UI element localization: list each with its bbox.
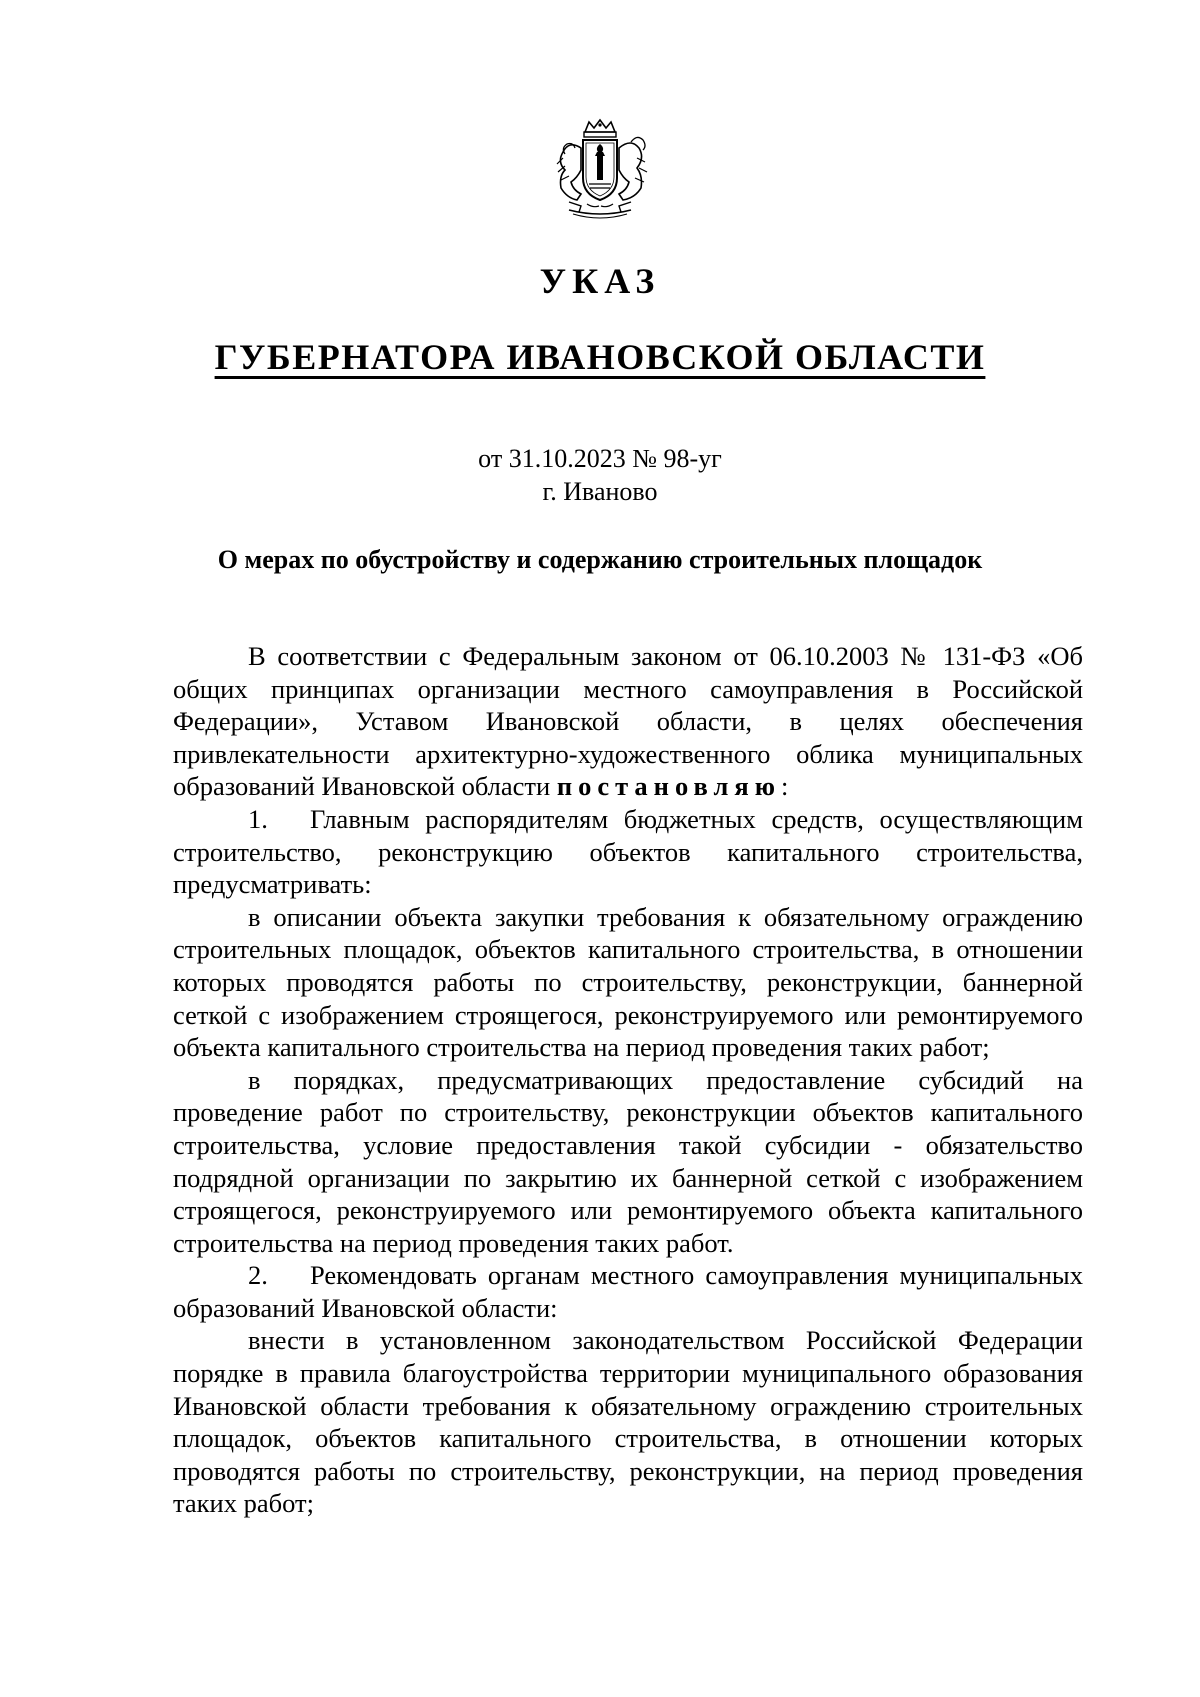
document-title: УКАЗ [539, 261, 661, 301]
document-issuer-text: ГУБЕРНАТОРА ИВАНОВСКОЙ ОБЛАСТИ [214, 337, 986, 377]
document-subject: О мерах по обустройству и содержанию строительных площадок [217, 545, 983, 574]
preamble-paragraph [173, 640, 1083, 803]
item-1-sub-1-paragraph: в описании объекта закупки требования к обязательному ограждению строительных площадок, объектов капитального строительства, в отношении которых проводятся работы по строительству, реконструкции, баннерной сеткой с изображением строящегося, реконструируемого или ремонтируемого объекта капитального строительства на период проведения таких работ; [173, 901, 1083, 1063]
item-2-sub-1-paragraph: внести в установленном законодательством Российской Федерации порядке в правила благоустройства территории муниципального образования Ивановской области требования к обязательному ограждению строительных площадок, объектов капитального строительства, в отношении которых проводятся работы по строительству, реконструкции, на период проведения таких работ; [173, 1325, 1083, 1519]
coat-of-arms-icon [547, 118, 653, 224]
decree-word: постановляю [556, 771, 781, 802]
document-issuer [0, 336, 1200, 378]
preamble-text: В соответствии с Федеральным законом от 06.10.2003 № 131-ФЗ «Об общих принципах организации местного самоуправления в Российской Федерации», Уставом Ивановской области, в целях обеспечения привлекательности архитектурно-художественного облика муниципальных образований Ивановской области [173, 641, 1083, 802]
item-1-sub-2-paragraph: в порядках, предусматривающих предоставление субсидий на проведение работ по строительству, реконструкции объектов капитального строительства, условие предоставления такой субсидии - обязательство подрядной организации по закрытию их баннерной сеткой с изображением строящегося, реконструируемого или ремонтируемого объекта капитального строительства на период проведения таких работ. [173, 1064, 1083, 1258]
item-1-text: Главным распорядителям бюджетных средств, осуществляющим строительство, реконструкцию объектов капитального строительства, предусматривать: [173, 803, 1083, 900]
decree-colon: : [780, 771, 789, 802]
document-city: г. Иваново [542, 477, 658, 506]
document-date-number: от 31.10.2023 № 98-уг [478, 444, 722, 473]
item-2-number: 2. [248, 1260, 268, 1291]
item-1-paragraph [173, 803, 1083, 901]
item-2-text: Рекомендовать органам местного самоуправления муниципальных образований Ивановской области: [173, 1260, 1083, 1323]
item-2-paragraph [173, 1259, 1083, 1324]
item-1-number: 1. [248, 803, 268, 834]
document-body [173, 640, 1083, 1520]
